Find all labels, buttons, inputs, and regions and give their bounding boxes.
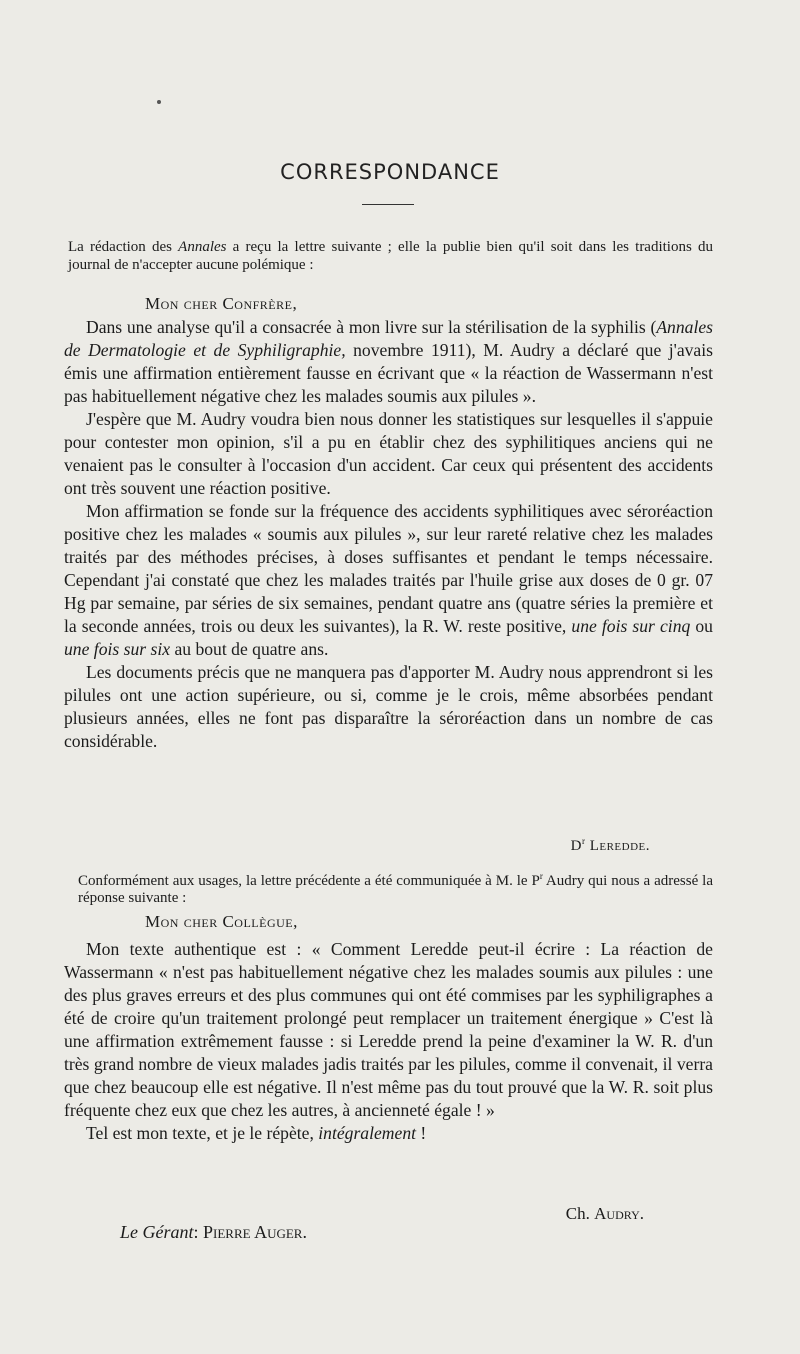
letter1-signature xyxy=(571,838,650,855)
letter1-p3-italic-1: une fois sur cinq xyxy=(571,616,691,636)
letter2-body xyxy=(64,938,713,1145)
letter1-p1-text-b: novembre 1911), M. Audry a déclaré que j'avais émis une affirmation entièrement fausse en écrivant que « la réaction de Wassermann n'est pas habituellement négative chez les malades soumis aux pilules ». xyxy=(64,340,713,406)
gerant-name: Pierre Auger. xyxy=(203,1222,307,1242)
letter2-p2-text-a: Tel est mon texte, et je le répète, xyxy=(86,1123,319,1143)
intro-text-after: a reçu la lettre suivante ; elle la publie bien qu'il soit dans les traditions du journal de n'accepter aucune polémique : xyxy=(68,239,713,273)
letter1-paragraph-4: Les documents précis que ne manquera pas d'apporter M. Audry nous apprendront si les pilules ont une action supérieure, ou si, comme je le crois, même absorbées pendant plusieurs années, elles ne font pas disparaître la séroréaction dans un nombre de cas considérable. xyxy=(64,662,713,751)
letter2-p2-text-b: ! xyxy=(416,1123,427,1143)
title-divider xyxy=(362,204,414,205)
letter2-p2-italic: intégralement xyxy=(318,1123,417,1143)
intro-journal-name: Annales xyxy=(178,239,227,255)
letter1-signature-sup: r xyxy=(581,836,586,846)
letter2-salutation: Mon cher Collègue, xyxy=(145,912,298,931)
letter1-paragraph-1 xyxy=(64,316,713,408)
editorial-note xyxy=(78,873,713,907)
letter1-paragraph-3 xyxy=(64,500,713,661)
letter1-body xyxy=(64,316,713,753)
page-title: CORRESPONDANCE xyxy=(280,160,500,184)
note-text-a: Conformément aux usages, la lettre précédente a été communiquée à M. le P xyxy=(78,873,540,889)
paper-speck xyxy=(157,100,161,104)
letter2-signature xyxy=(566,1204,644,1224)
letter1-signature-name: Leredde. xyxy=(589,838,650,854)
intro-text-before: La rédaction des xyxy=(68,239,179,255)
letter1-p3-text-b: au bout de quatre ans. xyxy=(170,639,329,659)
note-sup: r xyxy=(539,871,543,881)
gerant-colon: : xyxy=(193,1222,204,1242)
letter1-signature-title: D xyxy=(570,838,582,854)
note-text-b: Audry qui nous a adressé la réponse suivante : xyxy=(78,873,713,906)
letter2-paragraph-1: Mon texte authentique est : « Comment Leredde peut-il écrire : La réaction de Wassermann « n'est pas habituellement négative chez les malades soumis aux pilules : une des plus graves erreurs et des plus communes qui ont été commises par les syphiligraphes a été de croire qu'un traitement prolongé peut remplacer un traitement énergique » C'est là une affirmation extrêmement fausse : si Leredde prend la peine d'examiner la W. R. d'un très grand nombre de vieux malades jadis traités par les pilules, comme il convenait, il verra que chez beaucoup elle est négative. Il n'est même pas du tout prouvé que la W. R. soit plus fréquente chez eux que chez les autres, à ancienneté égale ! » xyxy=(64,939,713,1120)
letter1-paragraph-2: J'espère que M. Audry voudra bien nous donner les statistiques sur lesquelles il s'appuie pour contester mon opinion, s'il a pu en établir chez des syphilitiques anciens qui ne venaient pas le consulter à l'occasion d'un accident. Car ceux qui présentent des accidents ont très souvent une réaction positive. xyxy=(64,409,713,498)
letter1-p1-journal: Annales de Dermatologie et de Syphiligraphie, xyxy=(64,317,713,360)
letter1-p3-text-a: Mon affirmation se fonde sur la fréquence des accidents syphilitiques avec séroréaction positive chez les malades « soumis aux pilules », sur leur rareté relative chez les malades traités par des méthodes précises, à doses suffisantes et pendant le temps nécessaire. Cependant j'ai constaté que chez les malades traités par l'huile grise aux doses de 0 gr. 07 Hg par semaine, par séries de six semaines, pendant quatre ans (quatre séries la première et la seconde années, trois ou deux les suivantes), la R. W. reste positive, xyxy=(64,501,713,636)
letter2-paragraph-2 xyxy=(64,1122,713,1145)
gerant-line xyxy=(120,1222,307,1243)
letter2-signature-name: Audry. xyxy=(594,1204,644,1223)
intro-paragraph xyxy=(68,238,713,274)
letter1-salutation: Mon cher Confrère, xyxy=(145,294,298,313)
letter1-p3-text-mid: ou xyxy=(690,616,713,636)
letter1-p3-italic-2: une fois sur six xyxy=(64,639,171,659)
letter2-signature-initials: Ch. xyxy=(565,1204,595,1223)
gerant-label: Le Gérant xyxy=(120,1222,194,1242)
letter1-p1-text-a: Dans une analyse qu'il a consacrée à mon livre sur la stérilisation de la syphilis ( xyxy=(86,317,657,337)
